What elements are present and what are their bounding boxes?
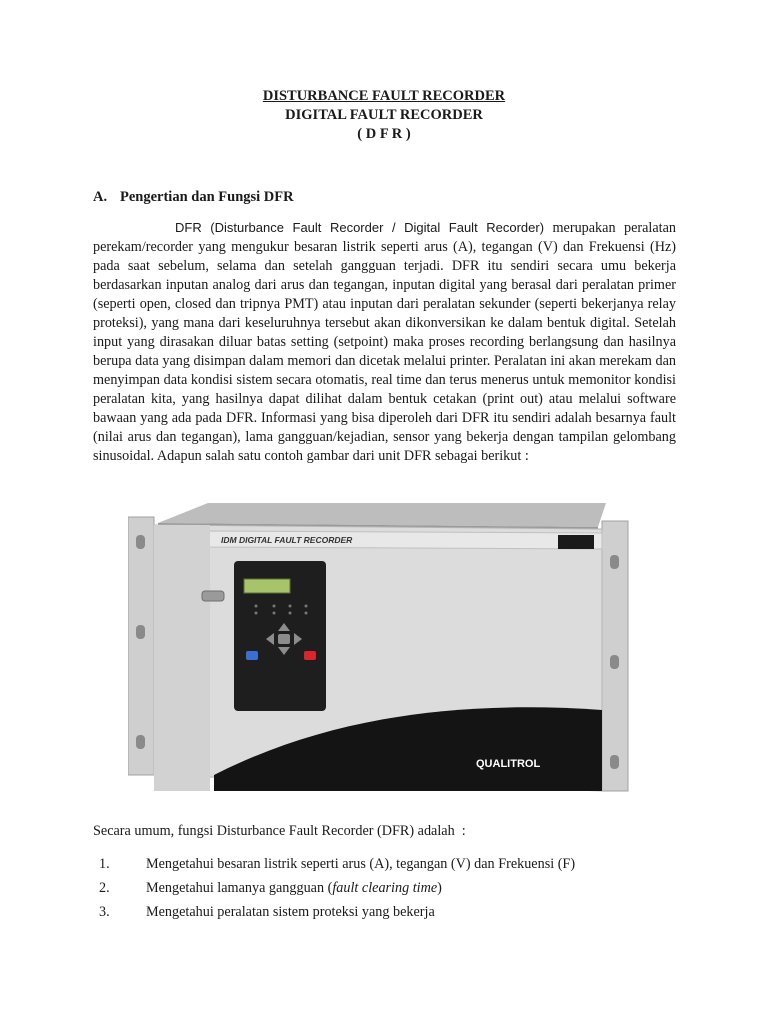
blue-key — [246, 651, 258, 660]
list-item-emphasis: fault clearing time — [332, 880, 438, 896]
section-heading — [93, 189, 294, 206]
document-title — [0, 87, 768, 144]
list-item — [93, 855, 575, 879]
functions-intro: Secara umum, fungsi Disturbance Fault Recorder (DFR) adalah : — [93, 823, 466, 839]
functions-list — [93, 855, 575, 927]
definition-paragraph — [93, 218, 676, 466]
serial-port — [202, 591, 224, 601]
list-item — [93, 879, 575, 903]
dfr-device-image — [128, 495, 638, 807]
list-item-text: Mengetahui besaran listrik seperti arus (A), tegangan (V) dan Frekuensi (F) — [146, 856, 576, 872]
list-item-number: 1. — [99, 856, 110, 872]
section-heading-text: Pengertian dan Fungsi DFR — [120, 189, 294, 205]
logo-badge — [558, 535, 594, 549]
paragraph-lead: DFR (Disturbance Fault Recorder / Digital Fault Recorder) — [175, 220, 545, 235]
lcd-display — [244, 579, 290, 593]
list-item-text: Mengetahui lamanya gangguan (fault clearing time) — [146, 880, 442, 896]
brand-logo-text: QUALITROL — [476, 758, 541, 770]
paragraph-body: merupakan peralatan perekam/recorder yang mengukur besaran listrik seperti arus (A), tegangan (V) dan Frekuensi (Hz) pada saat sebelum, selama dan setelah gangguan terjadi. DFR itu sendiri secara umu bekerja berdasarkan inputan analog dari arus dan tegangan, inputan digital yang berasal dari peralatan primer (seperti open, closed dan tripnya PMT) atau inputan dari peralatan sekunder (seperti bekerjanya relay proteksi), yang mana dari keseluruhnya tersebut akan dikonversikan ke dalam bentuk digital. Setelah input yang dirasakan diluar batas setting (setpoint) maka proses recording berlangsung dan hasilnya berupa data yang disimpan dalam memori dan dicetak melalui printer. Peralatan ini akan merekam dan menyimpan data kondisi sistem secara otomatis, real time dan terus menerus untuk memonitor kondisi peralatan kita, yang hasilnya dapat dilihat dalam bentuk cetakan (print out) atau melalui software bawaan yang ada pada DFR. Informasi yang bisa diperoleh dari DFR itu sendiri adalah besarnya fault (nilai arus dan tegangan), lama gangguan/kejadian, sensor yang bekerja dengan tampilan gelombang sinusoidal. Adapun salah satu contoh gambar dari unit DFR sebagai berikut : — [93, 220, 676, 464]
title-line-2: DIGITAL FAULT RECORDER — [285, 107, 483, 123]
enter-key — [278, 634, 290, 644]
title-line-1: DISTURBANCE FAULT RECORDER — [262, 88, 506, 104]
list-item-number: 2. — [99, 880, 110, 896]
list-item-number: 3. — [99, 904, 110, 920]
device-label-text: IDM DIGITAL FAULT RECORDER — [221, 535, 353, 545]
list-item-text: Mengetahui peralatan sistem proteksi yang bekerja — [146, 904, 435, 920]
list-item — [93, 903, 575, 927]
red-key — [304, 651, 316, 660]
device-top — [158, 503, 606, 527]
title-line-3: ( D F R ) — [357, 126, 411, 142]
section-letter: A. — [93, 189, 108, 205]
